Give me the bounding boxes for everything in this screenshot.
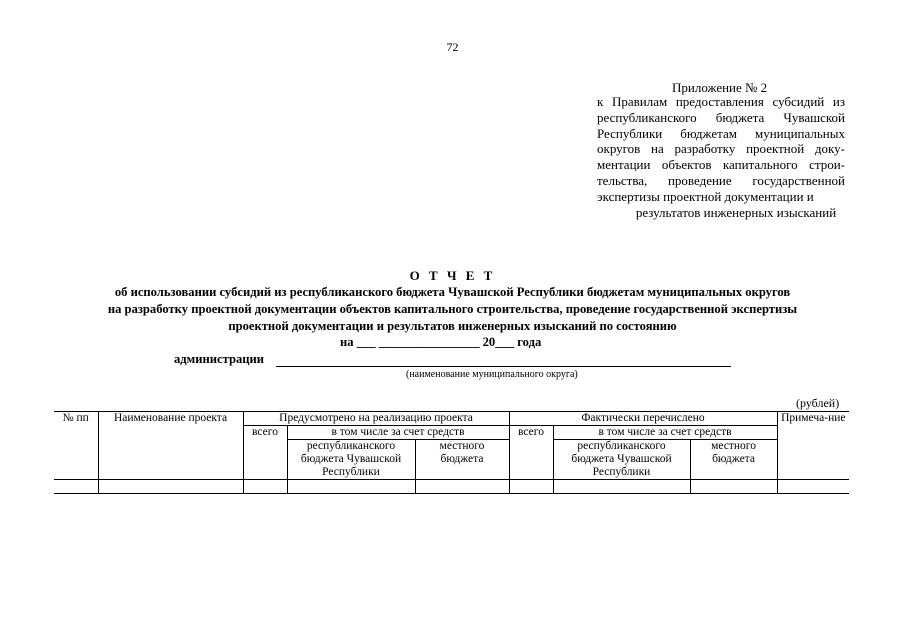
table-cell [415,480,509,494]
units-label: (рублей) [796,396,840,410]
report-subtitle-line-1: об использовании субсидий из республиканского бюджета Чувашской Республики бюджетам муниципальных округов [114,285,791,299]
header-project-name: Наименование проекта [98,412,243,480]
report-subtitle-line-3: проектной документации и результатов инженерных изысканий по состоянию [228,319,677,333]
table-cell [690,480,777,494]
admin-caption: (наименование муниципального округа) [406,369,578,380]
header-note: Примеча-ние [777,412,849,480]
appendix-body: к Правилам предоставления субсидий из республиканского бюджета Чувашской Республики бюджетам муниципальных округов на разработку проектной доку-ментации объектов капитального строи-тельства, проведение государственной экспертизы проектной документации и [597,94,845,204]
admin-label: администрации [174,352,265,366]
page-number: 72 [446,40,459,54]
header-actual-republic: республиканского бюджета Чувашской Республики [553,440,690,480]
appendix-text [597,94,845,220]
header-no: № пп [54,412,98,480]
table-cell [54,480,98,494]
table-cell [98,480,243,494]
table-cell [777,480,849,494]
header-planned: Предусмотрено на реализацию проекта [243,412,509,426]
admin-fill-line [276,366,731,367]
report-date-line: на ___ ________________ 20___ года [340,335,542,349]
table-cell [509,480,553,494]
table-cell [243,480,287,494]
report-title: О Т Ч Е Т [409,268,496,283]
header-planned-incl: в том числе за счет средств [287,426,509,440]
appendix-body-last: результатов инженерных изысканий [635,204,837,220]
header-actual: Фактически перечислено [509,412,777,426]
report-subtitle-line-2: на разработку проектной документации объектов капитального строительства, проведение государственной экспертизы [107,302,798,316]
header-actual-incl: в том числе за счет средств [553,426,777,440]
header-actual-total: всего [509,426,553,480]
report-table [54,411,849,494]
table-cell [553,480,690,494]
header-planned-republic: республиканского бюджета Чувашской Республики [287,440,415,480]
header-planned-local: местного бюджета [415,440,509,480]
table-row [54,480,849,494]
table-cell [287,480,415,494]
header-planned-total: всего [243,426,287,480]
header-actual-local: местного бюджета [690,440,777,480]
appendix-title: Приложение № 2 [672,80,768,95]
